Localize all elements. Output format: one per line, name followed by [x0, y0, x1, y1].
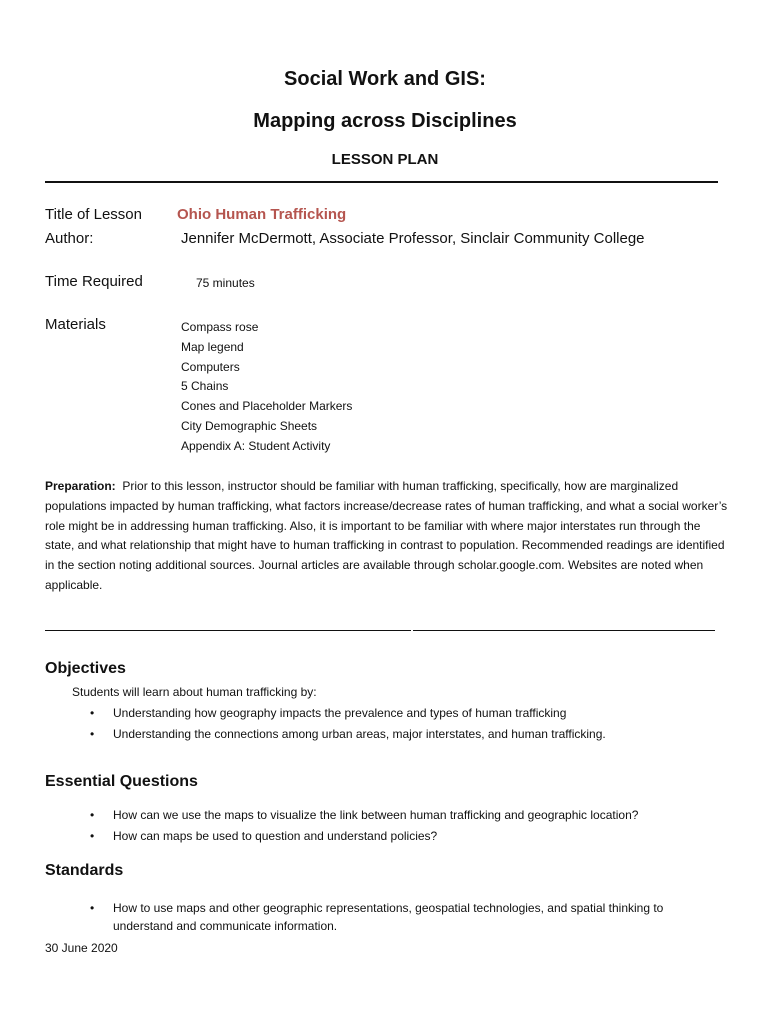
question-text: How can we use the maps to visualize the link between human trafficking and geographic location?: [113, 808, 639, 822]
bullet-icon: •: [90, 901, 95, 915]
preparation-paragraph: [45, 477, 730, 596]
preparation-label: Preparation:: [45, 479, 116, 493]
author-label: Author:: [45, 230, 94, 247]
time-required-value: 75 minutes: [196, 276, 255, 290]
objective-text: Understanding the connections among urban areas, major interstates, and human trafficking.: [113, 726, 606, 741]
bullet-icon: •: [90, 828, 95, 843]
materials-item: Compass rose: [181, 320, 259, 334]
materials-item: Appendix A: Student Activity: [181, 438, 331, 453]
objectives-heading: Objectives: [45, 660, 126, 677]
footer-date: 30 June 2020: [45, 941, 118, 955]
document-title-line-2: Mapping across Disciplines: [253, 110, 517, 132]
materials-item: City Demographic Sheets: [181, 418, 318, 433]
materials-item: Computers: [181, 359, 240, 374]
document-title-line-1: Social Work and GIS:: [284, 68, 486, 90]
standard-text: How to use maps and other geographic representations, geospatial technologies, and spatial thinking to understand and communicate information.: [113, 901, 664, 933]
essential-questions-heading: Essential Questions: [45, 773, 198, 790]
time-required-label: Time Required: [45, 273, 143, 290]
question-item: [90, 826, 638, 847]
bullet-icon: •: [90, 706, 95, 720]
materials-label: Materials: [45, 316, 106, 333]
objectives-lead: Students will learn about human trafficking by:: [72, 685, 317, 699]
author-value: Jennifer McDermott, Associate Professor, Sinclair Community College: [181, 230, 645, 247]
bullet-icon: •: [90, 808, 95, 822]
question-text: How can maps be used to question and understand policies?: [113, 828, 438, 843]
objective-item: [90, 724, 606, 745]
document-subtitle: LESSON PLAN: [331, 151, 439, 168]
essential-questions-list: [90, 805, 638, 846]
question-item: [90, 805, 638, 826]
materials-item: Cones and Placeholder Markers: [181, 399, 353, 414]
materials-list: [181, 318, 352, 457]
materials-item: Map legend: [181, 339, 244, 354]
title-of-lesson-label: Title of Lesson: [45, 206, 142, 223]
lesson-title-value: Ohio Human Trafficking: [177, 206, 347, 223]
objectives-list: [90, 703, 606, 744]
materials-item: 5 Chains: [181, 379, 229, 394]
objective-text: Understanding how geography impacts the prevalence and types of human trafficking: [113, 706, 567, 720]
preparation-text: Prior to this lesson, instructor should be familiar with human trafficking, specifically, how are marginalized populations impacted by human trafficking, what factors increase/decrease rates of human trafficking, and what a social worker’s role might be in addressing human trafficking. Also, it is important to be familiar with where major interstates run through the state, and what relationship that might have to human trafficking in contrast to population. Recommended readings are identified in the section noting additional sources. Journal articles are available through scholar.google.com. Websites are noted when applicable.: [45, 479, 728, 592]
section-divider-right: [413, 630, 715, 631]
header-divider: [45, 181, 718, 183]
standards-heading: Standards: [45, 862, 124, 879]
objective-item: [90, 703, 606, 724]
bullet-icon: •: [90, 726, 95, 741]
standards-item: [90, 899, 700, 935]
section-divider-left: [45, 630, 411, 631]
